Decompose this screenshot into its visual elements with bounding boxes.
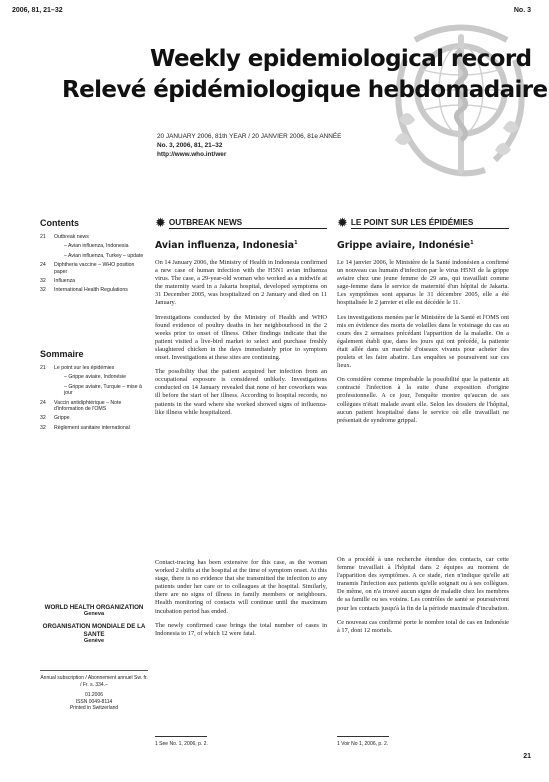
section-label-french: LE POINT SUR LES ÉPIDÉMIES: [351, 218, 509, 229]
toc-entry-label: Grippe: [54, 415, 70, 422]
toc-entry-label: Diphtheria vaccine – WHO position paper: [54, 262, 135, 275]
article-title-text: Avian influenza, Indonesia: [155, 240, 295, 252]
paragraph: Contact-tracing has been extensive for this case, as the woman worked 2 shifts at the hospital at the time of symptom onset. At this stage, there is no evidence that she transmitted the infection to any patients under her care or to colleagues at the hospital. Similarly, there are no signs of illness in family members or neighbours. Health monitoring of contacts will continue until the maximum incubation period has ended.: [155, 559, 327, 615]
paragraph: On 14 January 2006, the Ministry of Health in Indonesia confirmed a new case of human infection with the H5N1 avian influenza virus. The case, a 29-year-old woman who worked as a midwife at the maternity ward in a Jakarta hospital, developed symptoms on 31 December 2005, was hospitalized on 2 January and died on 11 January.: [155, 259, 327, 307]
article-title-french: [337, 240, 474, 251]
footnote-marker: 1: [470, 240, 474, 246]
toc-entry[interactable]: [40, 287, 148, 293]
toc-page-number: 24: [40, 399, 46, 406]
toc-entry[interactable]: [40, 374, 148, 380]
toc-page-number: 32: [40, 278, 46, 285]
org-name-english: WORLD HEALTH ORGANIZATION: [44, 604, 144, 611]
burst-icon: ✹: [155, 215, 166, 230]
date-line: 20 JANUARY 2006, 81th YEAR / 20 JANVIER 2006, 81e ANNÉE: [157, 133, 342, 140]
issn: ISSN 0049-8114: [75, 698, 113, 705]
article-body-english-bottom: [155, 559, 327, 719]
organization-block: [40, 604, 148, 645]
paragraph: Les investigations menées par le Ministère de la Santé et l'OMS ont mis en évidence des morts de volailles dans le voisinage du cas au cours des 2 semaines précédant l'apparition de la maladie. On a également établi que, dans les jours qui ont précédé, la patiente était allée dans un marché d'oiseaux vivants pour acheter des poulets et les faire abattre. Les enquêtes se poursuivent sur ces lieux.: [337, 313, 509, 370]
printed-in: Printed in Switzerland: [69, 705, 119, 712]
toc-page-number: [50, 243, 64, 249]
issue-reference: 2006, 81, 21–32: [12, 7, 63, 14]
volume-line: No. 3, 2006, 81, 21–32: [157, 142, 223, 149]
burst-icon: ✹: [337, 215, 348, 230]
toc-page-number: [50, 374, 64, 380]
toc-entry[interactable]: [40, 384, 148, 397]
org-name-french: ORGANISATION MONDIALE DE LA SANTE: [42, 623, 146, 638]
footnote-rule: [337, 736, 389, 737]
toc-entry-label: Influenza: [54, 278, 76, 285]
toc-entry-label: – Grippe aviaire, Turquie – mise à jour: [64, 383, 142, 397]
footnote-english: 1 See No. 1, 2006, p. 2.: [155, 741, 208, 747]
toc-page-number: 32: [40, 424, 46, 431]
toc-page-number: 32: [40, 287, 46, 294]
page-number: 21: [523, 753, 531, 760]
article-title-text: Grippe aviaire, Indonésie: [337, 240, 471, 252]
toc-page-number: [50, 384, 64, 397]
toc-page-number: 32: [40, 415, 46, 422]
paragraph: The newly confirmed case brings the total number of cases in Indonesia to 17, of which 12 were fatal.: [155, 621, 327, 637]
title-english: Weekly epidemiological record: [150, 46, 532, 72]
footnote-french: 1 Voir No 1, 2006, p. 2.: [337, 741, 389, 747]
toc-entry[interactable]: [40, 243, 148, 249]
paragraph: The possibility that the patient acquired her infection from an occupational exposure is considered unlikely. Investigations conducted on 14 January revealed that none of her coworkers was ill before the start of her illness. According to hospital records, no patients in the ward where she worked showed signs of influenza-like illness while hospitalized.: [155, 368, 327, 416]
org-city-english: Geneva: [83, 611, 105, 618]
paragraph: On a procédé à une recherche étendue des contacts, car cette femme travaillait à l'hôpital dans 2 équipes au moment de l'apparition des symptômes. A ce stade, rien n'indique qu'elle ait transmis l'infection aux patients qu'elle soignait ou à ses collègues. De même, on n'a trouvé aucun signe de maladie chez les membres de sa famille ou ses voisins. Les contrôles de santé se poursuivront pour les contacts jusqu'à la fin de la période maximale d'incubation.: [337, 556, 509, 612]
issue-number: No. 3: [513, 7, 531, 14]
paragraph: Ce nouveau cas confirmé porte le nombre total de cas en Indonésie à 17, dont 12 mortels.: [337, 618, 509, 634]
toc-entry[interactable]: [40, 262, 148, 275]
footnote-marker: 1: [294, 240, 298, 246]
footnote-rule: [155, 736, 207, 737]
paragraph: On considère comme improbable la possibilité que la patiente ait contracté l'infection à la suite d'une exposition d'origine professionnelle. A ce jour, l'enquête montre qu'aucun de ses collègues n'était malade avant elle. Selon les dossiers de l'hôpital, aucun patient hospitalisé dans le service où elle travaillait ne présentait de syndrome grippal.: [337, 376, 509, 424]
issue-code: 01.2006: [84, 692, 104, 699]
subscription-block: [40, 675, 148, 712]
title-french: Relevé épidémiologique hebdomadaire: [62, 77, 548, 103]
paragraph: Le 14 janvier 2006, le Ministère de la Santé indonésien a confirmé un nouveau cas humain d'infection par le virus H5N1 de la grippe aviaire chez une jeune femme de 29 ans, qui travaillait comme sage-femme dans le service de maternité d'un hôpital de Jakarta. Les symptômes sont apparus le 31 décembre 2005, elle a été hospitalisée le 2 janvier et elle est décédée le 11.: [337, 259, 509, 307]
toc-entry-label: Outbreak news: [54, 234, 89, 240]
toc-entry[interactable]: [40, 425, 148, 431]
toc-entry-label: Règlement sanitaire international: [54, 424, 130, 431]
section-label-english: OUTBREAK NEWS: [169, 218, 327, 229]
sommaire-heading: Sommaire: [40, 349, 84, 359]
toc-page-number: 21: [40, 234, 46, 240]
paragraph: Investigations conducted by the Ministry of Health and WHO found evidence of poultry deaths in her neighbourhood in the 2 weeks prior to onset of illness. Other findings indicate that the patient visited a live-bird market to select and purchase freshly slaughtered chicken in the days immediately prior to symptom onset. Investigations at these sites are continuing.: [155, 313, 327, 362]
url-link[interactable]: http://www.who.int/wer: [157, 151, 227, 158]
article-body-french-top: [337, 259, 509, 555]
toc-page-number: 24: [40, 262, 46, 269]
toc-entry-label: Le point sur les épidémies: [54, 365, 115, 371]
toc-entry[interactable]: [40, 415, 148, 421]
toc-entry[interactable]: [40, 234, 148, 240]
section-header-french: [337, 216, 509, 229]
toc-entry-label: – Avian influenza, Turkey – update: [64, 252, 144, 259]
toc-entry-label: Vaccin antidiphtérique – Note d'information de l'OMS: [54, 399, 122, 413]
divider: [40, 670, 148, 671]
toc-entry[interactable]: [40, 253, 148, 259]
toc-entry-label: International Health Regulations: [54, 287, 128, 294]
sommaire-list: [40, 365, 148, 434]
toc-entry-label: – Avian influenza, Indonesia: [64, 243, 129, 250]
toc-entry[interactable]: [40, 278, 148, 284]
article-title-english: [155, 240, 298, 251]
toc-entry[interactable]: [40, 365, 148, 371]
toc-page-number: 21: [40, 365, 46, 371]
section-header-english: [155, 216, 327, 229]
article-body-english-top: [155, 259, 327, 555]
article-body-french-bottom: [337, 556, 509, 716]
contents-heading: Contents: [40, 218, 79, 228]
subscription-price: Annual subscription / Abonnement annuel Sw. fr. / Fr. s. 334.–: [40, 675, 148, 688]
contents-list: [40, 234, 148, 297]
toc-page-number: [50, 253, 64, 259]
toc-entry-label: – Grippe aviaire, Indonésie: [64, 374, 126, 381]
org-city-french: Genève: [83, 637, 105, 644]
toc-entry[interactable]: [40, 400, 148, 413]
